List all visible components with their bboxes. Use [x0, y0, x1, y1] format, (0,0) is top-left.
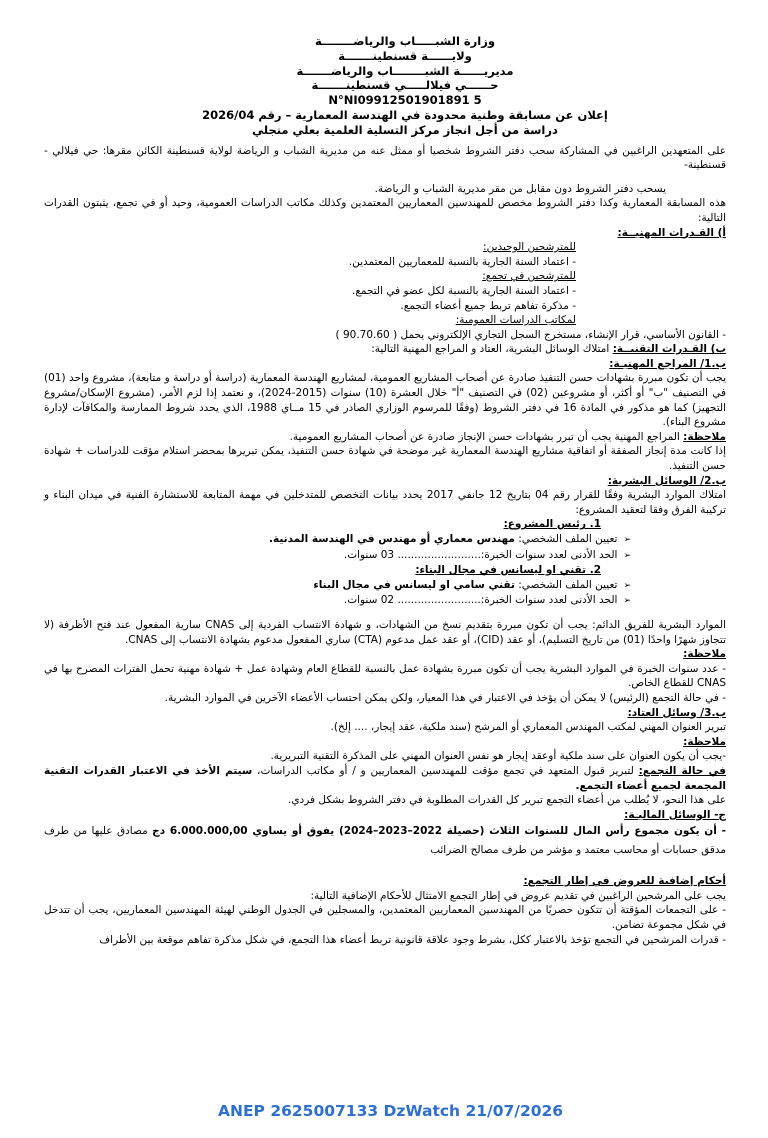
arrow-bullet-icon: ➢ [623, 580, 631, 591]
announcement-title: إعلان عن مسابقة وطنية محدودة في الهندسة المعمارية – رقم 2026/04 [202, 107, 608, 122]
spacer [44, 173, 726, 182]
section-b-title: ب) القـدرات التقنيــة: [612, 343, 726, 356]
extra-provisions-item-1: - على التجمعات المؤقتة أن تتكون حصريًا من المهندسين المعماريين المعتمدين، والمسجلين في الجدول الوطني لهيئة المهندسين المعماريين، يجب أن تتدخل في شكل مجموعة تضامن. [44, 904, 726, 932]
section-b-text: امتلاك الوسائل البشرية، العتاد و المراجع المهنية التالية: [371, 343, 613, 356]
role-1-title: 1. رئيس المشروع: [503, 518, 601, 531]
group-case-text: لتبرير قبول المتعهد في تجمع مؤقت للمهندسين المعماريين و / أو مكاتب الدراسات، [252, 764, 639, 777]
group-candidates-title: للمترشحين في تجمع: [482, 270, 576, 283]
public-offices-title: لمكاتب الدراسات العمومية: [455, 314, 576, 327]
section-b3-title: ب.3/ وسائل العتاد: [627, 706, 726, 719]
arrow-bullet-icon: ➢ [623, 550, 631, 561]
spacer [44, 860, 726, 874]
group-case [44, 764, 726, 793]
role-1-item-1-label: تعيين الملف الشخصي: [514, 533, 618, 546]
role-2-title: 2. تقني او ليسانس في مجال البناء: [415, 564, 601, 577]
role-1-item-2 [44, 548, 631, 564]
note-2-item-2: - في حالة التجمع (الرئيس) لا يمكن أن يؤخذ في الاعتبار في هذا المعيار، ولكن يمكن احتساب الأعضاء الآخرين في الموارد البشرية. [164, 691, 726, 704]
note-1 [44, 430, 726, 445]
role-2-item-1-value: تقني سامي او ليسانس في مجال البناء [313, 578, 515, 591]
footer-reference: ANEP 2625007133 DzWatch 21/07/2026 [218, 1102, 564, 1120]
role-2-item-1 [44, 578, 631, 594]
single-candidates-item: - اعتماد السنة الجارية بالنسبة للمعماريين المعتمدين. [348, 255, 576, 268]
announcement-subtitle: دراسة من أجل انجاز مركز التسلية العلمية بعلي منجلي [252, 122, 558, 137]
paragraph-withdrawal: على المتعهدين الراغبين في المشاركة سحب دفتر الشروط شخصيا أو ممثل عنه من مديرية الشباب و الرياضة لولاية قسنطينة الكائن مقرها: حي فيلالي - قسنطينة- [44, 144, 726, 172]
section-b2-title: ب.2/ الوسائل البشرية: [607, 474, 726, 487]
role-2-item-1-label: تعيين الملف الشخصي: [514, 578, 618, 591]
section-c-text-bold: - أن يكون مجموع رأس المال للسنوات الثلاث (حصيلة 2022–2023–2024) يفوق أو يساوي 6.000.000,00 دج [152, 825, 726, 838]
section-b1-text: يجب أن تكون مبررة بشهادات حسن التنفيذ صادرة عن أصحاب المشاريع العمومية، لمشاريع الهندسة المعمارية (دراسة أو دراسة و متابعة)، مشروع واحد (01) في التصنيف "ب" أو أكثر، أو مشروعين (02) في التصنيف "أ" خلال العشرة (10) سنوات (2015-2024)، و نعتمد إذا لزم الأمر، (مشروع الإسكان/مشروع التجهيز) كما هو مذكور في المادة 16 في دفتر الشروط (وفقًا للمرسوم الوزاري الصادر في 15 مــاي 1988، الذي يحدد شروط الممارسة والمكافآت لإدارة مشروع البناء). [44, 372, 726, 429]
role-2-item-2-text: الحد الأدنى لعدد سنوات الخبرة:......................... 02 سنوات. [343, 594, 618, 607]
section-c-title: ج- الوسائل الماليـة: [624, 808, 726, 821]
role-1-item-1-value: مهندس معماري أو مهندس في الهندسة المدنية. [268, 533, 515, 546]
spacer [44, 609, 726, 618]
wilaya-name: ولايــــــة قسنطينـــــــة [338, 48, 472, 63]
announcement-page [44, 34, 726, 947]
role-1-item-2-text: الحد الأدنى لعدد سنوات الخبرة:......................... 03 سنوات. [343, 548, 618, 561]
note-1-text-2: إذا كانت مدة إنجاز الصفقة أو اتفاقية مشاريع الهندسة المعمارية غير موضحة في شهادة حسن التنفيذ، يمكن تبريرها بمحضر استلام مؤقت للدراسات + شهادة حسن التنفيذ. [44, 445, 726, 473]
note-3-text: -يجب أن يكون العنوان على سند ملكية أوعقد إيجار هو نفس العنوان المهني على المذكرة التقنية التبريرية. [270, 750, 726, 763]
directorate-name: مديريــــــة الشبــــــــاب والرياضـــــــة [296, 63, 514, 78]
group-candidates-item-1: - اعتماد السنة الجارية بالنسبة لكل عضو في التجمع. [351, 284, 576, 297]
hr-permanent-team: الموارد البشرية للفريق الدائم: يجب أن تكون مبررة بتقديم نسخ من الشهادات، و شهادة الانتساب الفردية إلى CNAS سارية المفعول عند فتح الأظرفة (لا تتجاوز شهرًا واحدًا (01) من تاريخ التسليم)، أو عقد (CID)، أو عقد عمل مدعوم (CTA) ساري المفعول مدعوم بشهادة الانتساب إلى CNAS. [44, 618, 726, 646]
group-case-text-2: على هذا النحو، لا يُطلب من أعضاء التجمع تبرير كل القدرات المطلوبة في دفتر الشروط بشكل فردي. [288, 794, 726, 807]
extra-provisions-title: أحكام إضافية للعروض في إطار التجمع: [523, 875, 726, 888]
group-case-label: في حالة التجمع: [638, 764, 727, 777]
extra-provisions-item-2: - قدرات المرشحين في التجمع تؤخذ بالاعتبار ككل، بشرط وجود علاقة قانونية تربط أعضاء هذا التجمع، في شكل مذكرة تفاهم موقعة بين الأطراف [99, 933, 726, 946]
paragraph-eligibility: هذه المسابقة المعمارية وكذا دفتر الشروط مخصص للمهندسين المعماريين المعتمدين وكذلك مكاتب الدراسات العمومية، وحيد أو في تجمع، يثبتون القدرات التالية: [44, 197, 726, 224]
group-candidates-item-2: - مذكرة تفاهم تربط جميع أعضاء التجمع. [400, 299, 576, 312]
note-1-label: ملاحظة: [683, 430, 726, 443]
role-2-item-2 [44, 593, 631, 609]
note-1-text: المراجع المهنية يجب أن تبرر بشهادات حسن الإنجاز صادرة عن أصحاب المشاريع العمومية. [289, 430, 684, 443]
role-1-item-1 [44, 532, 631, 548]
section-b1-title: ب.1/ المراجع المهنيـة: [609, 357, 726, 370]
arrow-bullet-icon: ➢ [623, 596, 631, 607]
section-c-text-rest: مصادق عليها من طرف مدقق حسابات أو محاسب معتمد و مؤشر من طرف مصالح الضرائب [44, 825, 726, 857]
city-name: حــــــي فيلالـــــي قسنطينـــــــة [311, 78, 499, 93]
note-3-label: ملاحظة: [683, 735, 726, 748]
public-offices-item: - القانون الأساسي، قرار الإنشاء، مستخرج السجل التجاري الإلكتروني يحمل ( 90.70.60 ) [335, 328, 726, 341]
single-candidates-title: للمترشحين الوحيدين: [483, 241, 576, 254]
group-case-bold: سيتم الأخذ في الاعتبار القدرات التقنية المجمعة لجميع أعضاء التجمع. [44, 764, 726, 792]
note-2-label: ملاحظة: [683, 648, 726, 661]
section-b-heading [44, 342, 726, 357]
header-block [44, 34, 726, 108]
section-b3-text: تبرير العنوان المهني لمكتب المهندس المعماري أو المرشح (سند ملكية، عقد إيجار، .... إلخ). [330, 721, 726, 734]
ministry-name: وزارة الشبـــــاب والرياضــــــــة [314, 34, 496, 48]
arrow-bullet-icon: ➢ [623, 535, 631, 546]
section-c-text [44, 822, 726, 860]
section-a-title: أ) القـدرات المهنيــة: [617, 226, 726, 239]
section-b2-text: امتلاك الموارد البشرية وفقًا للقرار رقم 04 بتاريخ 12 جانفي 2017 يحدد بيانات التخصص للمتدخلين في مهمة المتابعة للاستشارة الفنية في ميدان البناء و تركيبة الفرق وفقا لتعقيد المشروع: [44, 489, 726, 516]
extra-provisions-intro: يجب على المرشحين الراغبين في تقديم عروض في إطار التجمع الامتثال للأحكام الإضافية التالية: [310, 889, 726, 902]
note-2-item-1: - عدد سنوات الخبرة في الموارد البشرية يجب أن تكون مبررة بشهادة عمل بالنسبة للقطاع العام وشهادة عمل + شهادة مهنية تحمل الفترات المصرح بها في CNAS للقطاع الخاص. [44, 662, 726, 690]
paragraph-free: يسحب دفتر الشروط دون مقابل من مقر مديرية الشباب و الرياضة. [374, 182, 666, 195]
reference-number: N°NI09912501901891 5 [328, 93, 482, 108]
